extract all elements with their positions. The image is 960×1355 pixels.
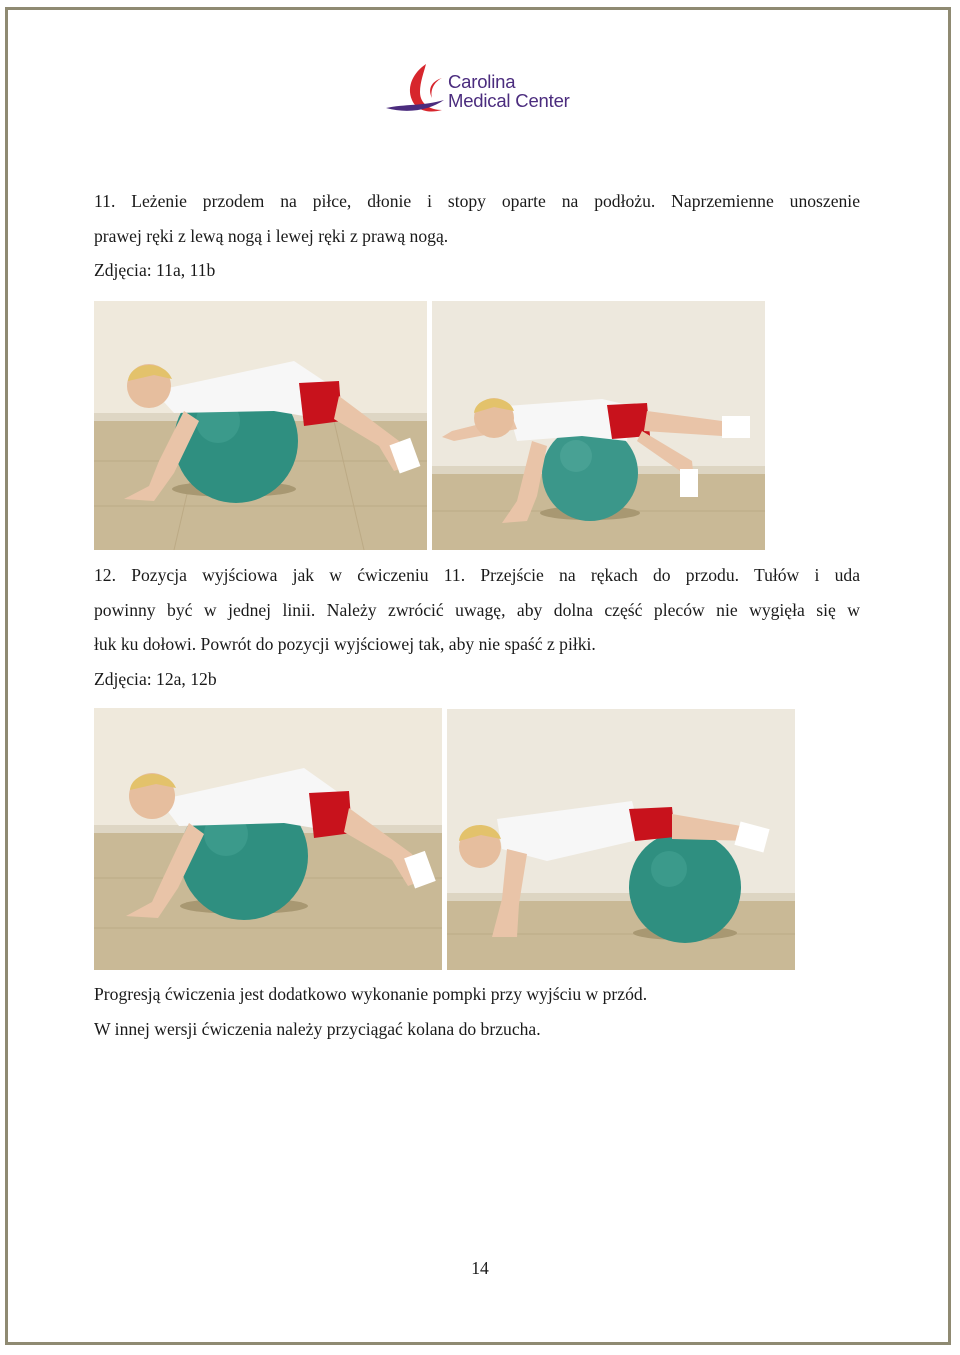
page-number: 14 bbox=[471, 1258, 489, 1278]
exercise-12-description bbox=[94, 558, 860, 662]
logo-line-1: Carolina bbox=[448, 71, 516, 92]
photo-12b bbox=[447, 709, 795, 970]
photo-11b bbox=[432, 301, 765, 550]
text-line: 11. Leżenie przodem na piłce, dłonie i stopy oparte na podłożu. Naprzemienne unoszenie bbox=[94, 191, 860, 211]
note-variant: W innej wersji ćwiczenia należy przyciągać kolana do brzucha. bbox=[94, 1018, 541, 1039]
text-line: 12. Pozycja wyjściowa jak w ćwiczeniu 11. Przejście na rękach do przodu. Tułów i uda bbox=[94, 565, 860, 585]
photo-12a bbox=[94, 708, 442, 970]
notes bbox=[94, 977, 860, 1046]
logo-line-2: Medical Center bbox=[448, 90, 570, 111]
exercise-11-photos-caption: Zdjęcia: 11a, 11b bbox=[94, 260, 216, 280]
exercise-12-photos-caption: Zdjęcia: 12a, 12b bbox=[94, 669, 217, 689]
text-line: prawej ręki z lewą nogą i lewej ręki z prawą nogą. bbox=[94, 225, 449, 246]
photo-11a bbox=[94, 301, 427, 550]
text-line: powinny być w jednej linii. Należy zwrócić uwagę, aby dolna część pleców nie wygięła się w bbox=[94, 599, 860, 620]
exercise-11-description bbox=[94, 184, 860, 253]
note-progression: Progresją ćwiczenia jest dodatkowo wykonanie pompki przy wyjściu w przód. bbox=[94, 984, 648, 1004]
text-line: łuk ku dołowi. Powrót do pozycji wyjściowej tak, aby nie spaść z piłki. bbox=[94, 634, 596, 654]
